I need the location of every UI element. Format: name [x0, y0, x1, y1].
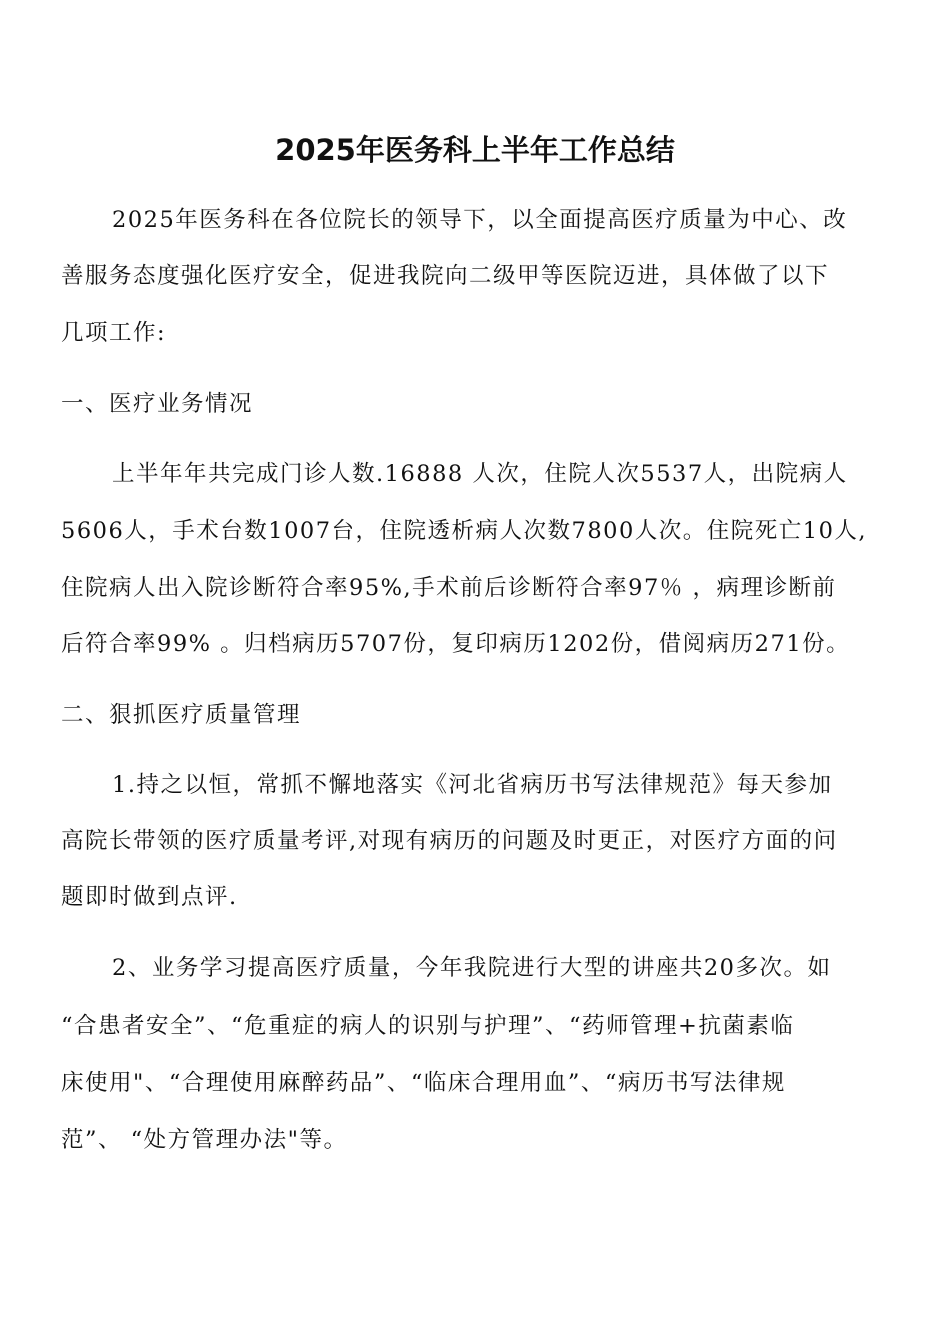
paragraph-line: 题即时做到点评. [61, 884, 238, 910]
paragraph-line: 上半年年共完成门诊人数.16888 人次，住院人次5537人，出院病人 [112, 461, 848, 487]
paragraph-line: 5606人，手术台数1007台，住院透析病人次数7800人次。住院死亡10人, [61, 518, 868, 544]
paragraph-line: 床使用"、“合理使用麻醉药品”、“临床合理用血”、“病历书写法律规 [61, 1070, 786, 1096]
paragraph-line: 善服务态度强化医疗安全，促进我院向二级甲等医院迈进，具体做了以下 [61, 263, 830, 289]
document-title: 2025年医务科上半年工作总结 [275, 133, 675, 167]
paragraph-line: 高院长带领的医疗质量考评,对现有病历的问题及时更正，对医疗方面的问 [61, 828, 838, 854]
paragraph-line: 范”、 “处方管理办法"等。 [61, 1127, 348, 1153]
section-heading: 一、医疗业务情况 [61, 391, 254, 417]
paragraph-line: 住院病人出入院诊断符合率95%,手术前后诊断符合率97％ ，病理诊断前 [61, 575, 837, 601]
section-heading: 二、狠抓医疗质量管理 [61, 702, 302, 728]
paragraph-line: “合患者安全”、“危重症的病人的识别与护理”、“药师管理+抗菌素临 [61, 1013, 795, 1039]
paragraph-line: 2、业务学习提高医疗质量，今年我院进行大型的讲座共20多次。如 [112, 955, 832, 981]
paragraph-line: 后符合率99% 。归档病历5707份，复印病历1202份，借阅病历271份。 [61, 631, 851, 657]
paragraph-line: 2025年医务科在各位院长的领导下，以全面提高医疗质量为中心、改 [112, 207, 848, 233]
paragraph-line: 几项工作: [61, 320, 167, 346]
paragraph-line: 1.持之以恒，常抓不懈地落实《河北省病历书写法律规范》每天参加 [112, 772, 833, 798]
